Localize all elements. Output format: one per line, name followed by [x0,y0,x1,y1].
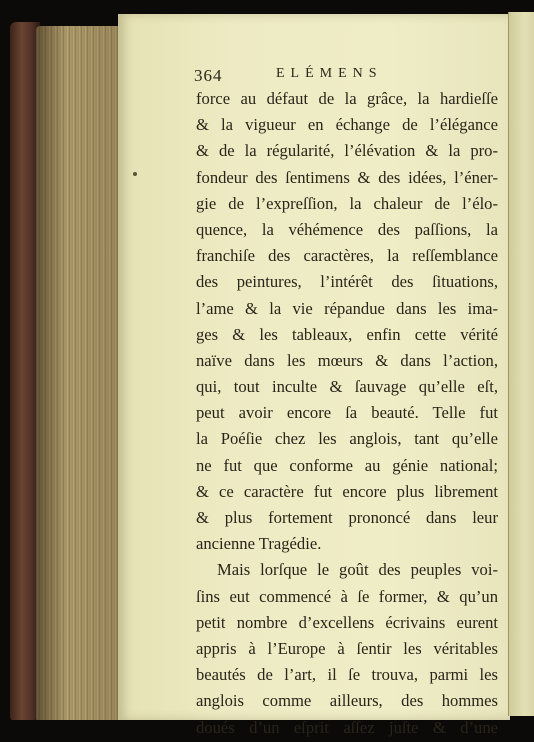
text-line: petit nombre d’excellens écrivains eurent [196,612,498,632]
text-line: fondeur des ſentimens & des idées, l’éner- [196,167,498,187]
text-line: anglois comme ailleurs, des hommes [196,691,498,711]
facing-page-edge [508,12,534,716]
text-line: ne fut que conforme au génie national; [196,455,498,475]
text-line: des peintures, l’intérêt des ſituations, [196,272,498,292]
text-line: force au défaut de la grâce, la hardieſſe [196,89,498,108]
text-line: l’ame & la vie répandue dans les ima- [196,298,498,318]
text-line: franchiſe des caractères, la reſſemblance [196,246,498,266]
text-line: peut avoir encore ſa beauté. Telle fut [196,403,498,423]
text-line: la Poéſie chez les anglois, tant qu’elle [196,429,498,449]
text-line: & plus fortement prononcé dans leur [196,508,498,527]
text-line: ges & les tableaux, enfin cette vérité [196,324,498,344]
page-number: 364 [194,66,223,85]
text-line: & la vigueur en échange de l’élégance [196,115,498,135]
text-line: qui, tout inculte & ſauvage qu’elle eſt, [196,377,498,397]
text-line: beautés de l’art, il ſe trouva, parmi les [196,665,498,685]
text-line: doués d’un eſprit aſſez juſte & d’une [196,717,498,737]
text-line: appris à l’Europe à ſentir les véritables [196,638,498,658]
body-text [196,86,498,741]
text-line: naïve dans les mœurs & dans l’action, [196,350,498,370]
page-edges-shadow [36,26,122,722]
text-line: gie de l’expreſſion, la chaleur de l’élo- [196,193,498,213]
text-line: & ce caractère fut encore plus librement [196,481,498,501]
text-line: Mais lorſque le goût des peuples voi- [217,560,498,580]
text-line: quence, la véhémence des paſſions, la [196,219,498,239]
running-title: ELÉMENS [276,66,383,81]
text-line: & de la régularité, l’élévation & la pro- [196,141,498,161]
text-line: ſins eut commencé à ſe former, & qu’un [196,586,498,606]
text-line: ancienne Tragédie. [196,534,322,554]
ink-spot [133,172,137,176]
